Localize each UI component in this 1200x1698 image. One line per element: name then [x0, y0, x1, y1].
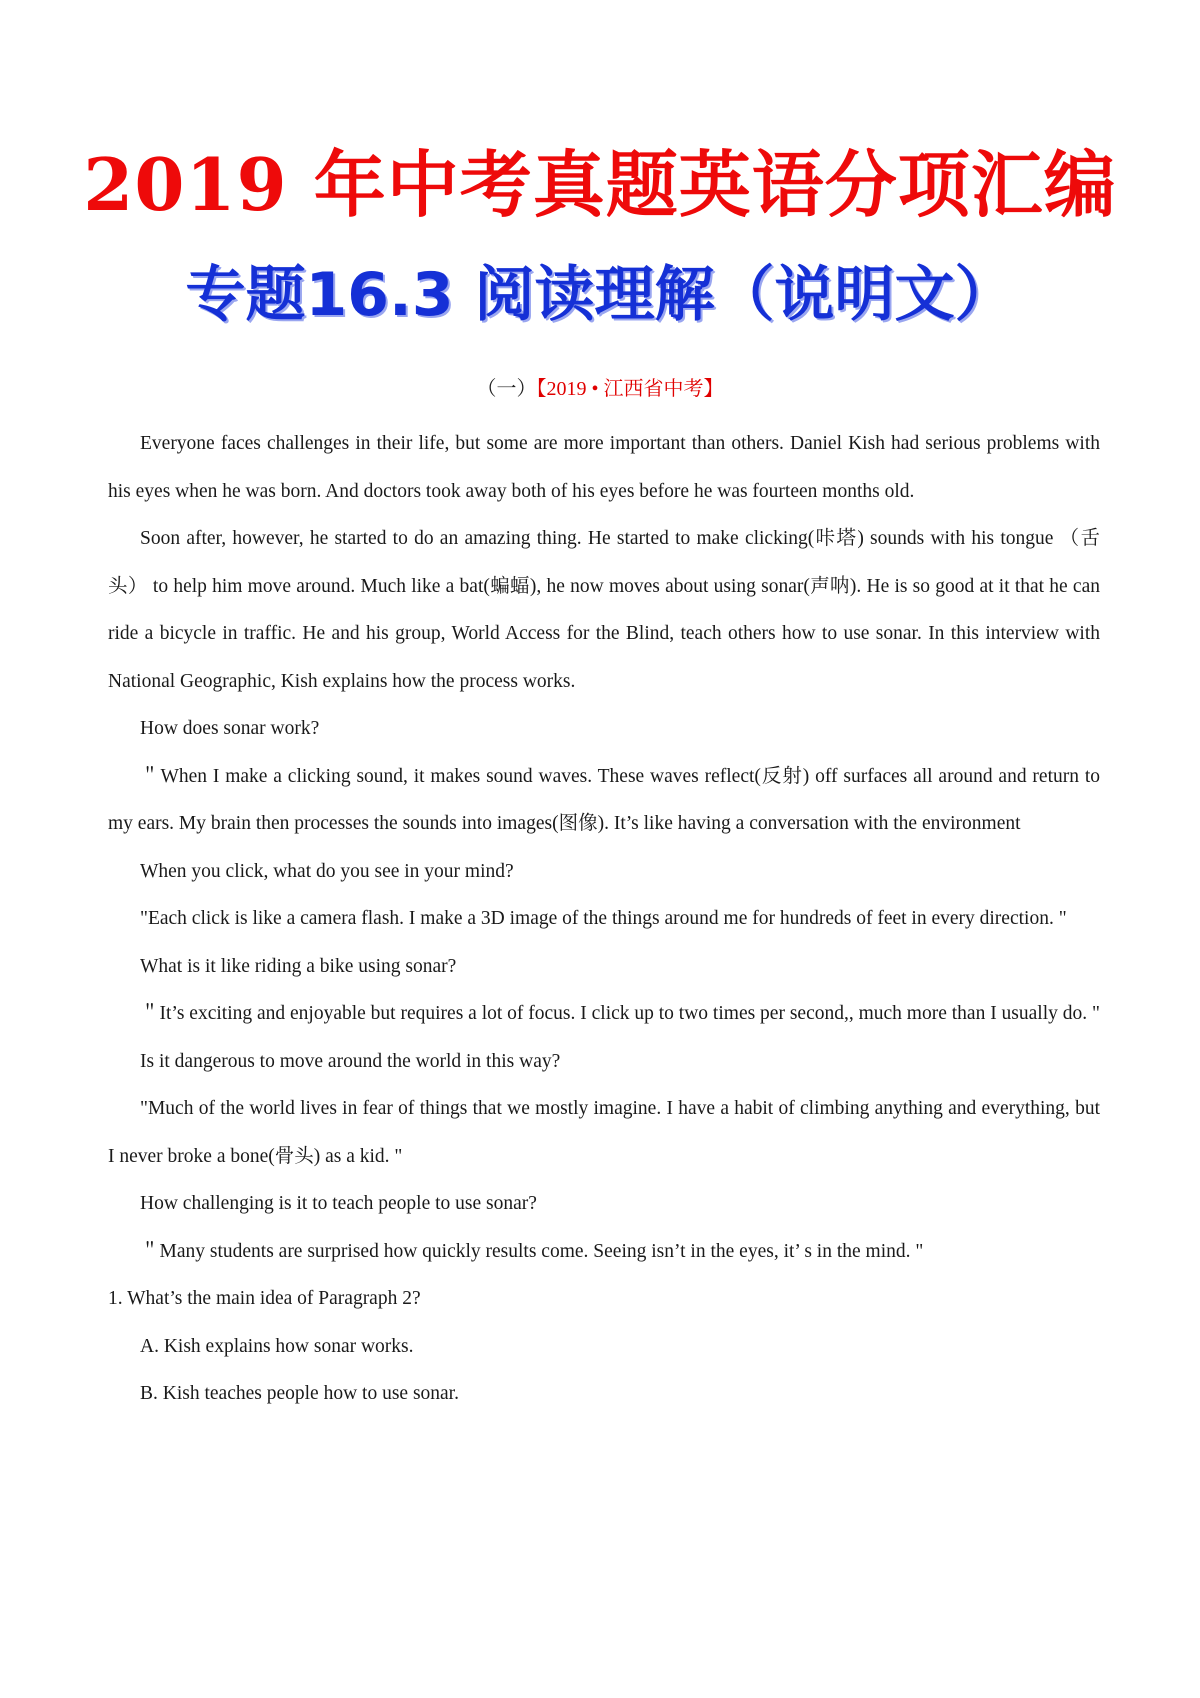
- passage-paragraph-1: Everyone faces challenges in their life, but some are more important than others. Daniel Kish had serious problems with his eyes when he was born. And doctors took away both of his eyes before he was fourteen months old.: [108, 433, 1100, 502]
- interview-answer-5: ＂Many students are surprised how quickly results come. Seeing isn’t in the eyes, it’ s in the mind. ": [140, 1240, 924, 1262]
- interview-question-4: Is it dangerous to move around the world in this way?: [140, 1050, 561, 1072]
- section-source: 【2019 • 江西省中考】: [536, 378, 724, 400]
- question-option-a: A. Kish explains how sonar works.: [140, 1335, 414, 1357]
- section-heading: [60, 374, 1140, 404]
- reading-passage: [108, 420, 1100, 1418]
- question-stem: 1. What’s the main idea of Paragraph 2?: [108, 1288, 421, 1309]
- document-title: 2019 年中考真题英语分项汇编: [83, 142, 1117, 227]
- interview-answer-3: ＂It’s exciting and enjoyable but requires a lot of focus. I click up to two times per second,, much more than I usually do. ": [140, 1003, 1100, 1024]
- section-number: （一）: [476, 378, 537, 400]
- interview-answer-4: "Much of the world lives in fear of things that we mostly imagine. I have a habit of climbing anything and everything, but I never broke a bone(骨头) as a kid. ": [108, 1098, 1100, 1167]
- interview-question-2: When you click, what do you see in your mind?: [140, 860, 514, 882]
- interview-answer-2: "Each click is like a camera flash. I make a 3D image of the things around me for hundreds of feet in every direction. ": [140, 908, 1067, 929]
- document-subtitle: 专题16.3 阅读理解（说明文）: [185, 260, 1015, 330]
- interview-question-1: How does sonar work?: [140, 718, 320, 739]
- passage-paragraph-2: Soon after, however, he started to do an amazing thing. He started to make clicking(咔塔) sounds with his tongue （舌头） to help him move around. Much like a bat(蝙蝠), he now moves about using sonar(声呐). He is so good at it that he can ride a bicycle in traffic. He and his group, World Access for the Blind, teach others how to use sonar. In this interview with National Geographic, Kish explains how the process works.: [108, 528, 1100, 692]
- interview-question-5: How challenging is it to teach people to use sonar?: [140, 1193, 537, 1214]
- interview-question-3: What is it like riding a bike using sonar?: [140, 955, 457, 977]
- question-option-b: B. Kish teaches people how to use sonar.: [140, 1383, 459, 1404]
- interview-answer-1: ＂When I make a clicking sound, it makes sound waves. These waves reflect(反射) off surfaces all around and return to my ears. My brain then processes the sounds into images(图像). It’s like having a conversation with the environment: [108, 765, 1100, 834]
